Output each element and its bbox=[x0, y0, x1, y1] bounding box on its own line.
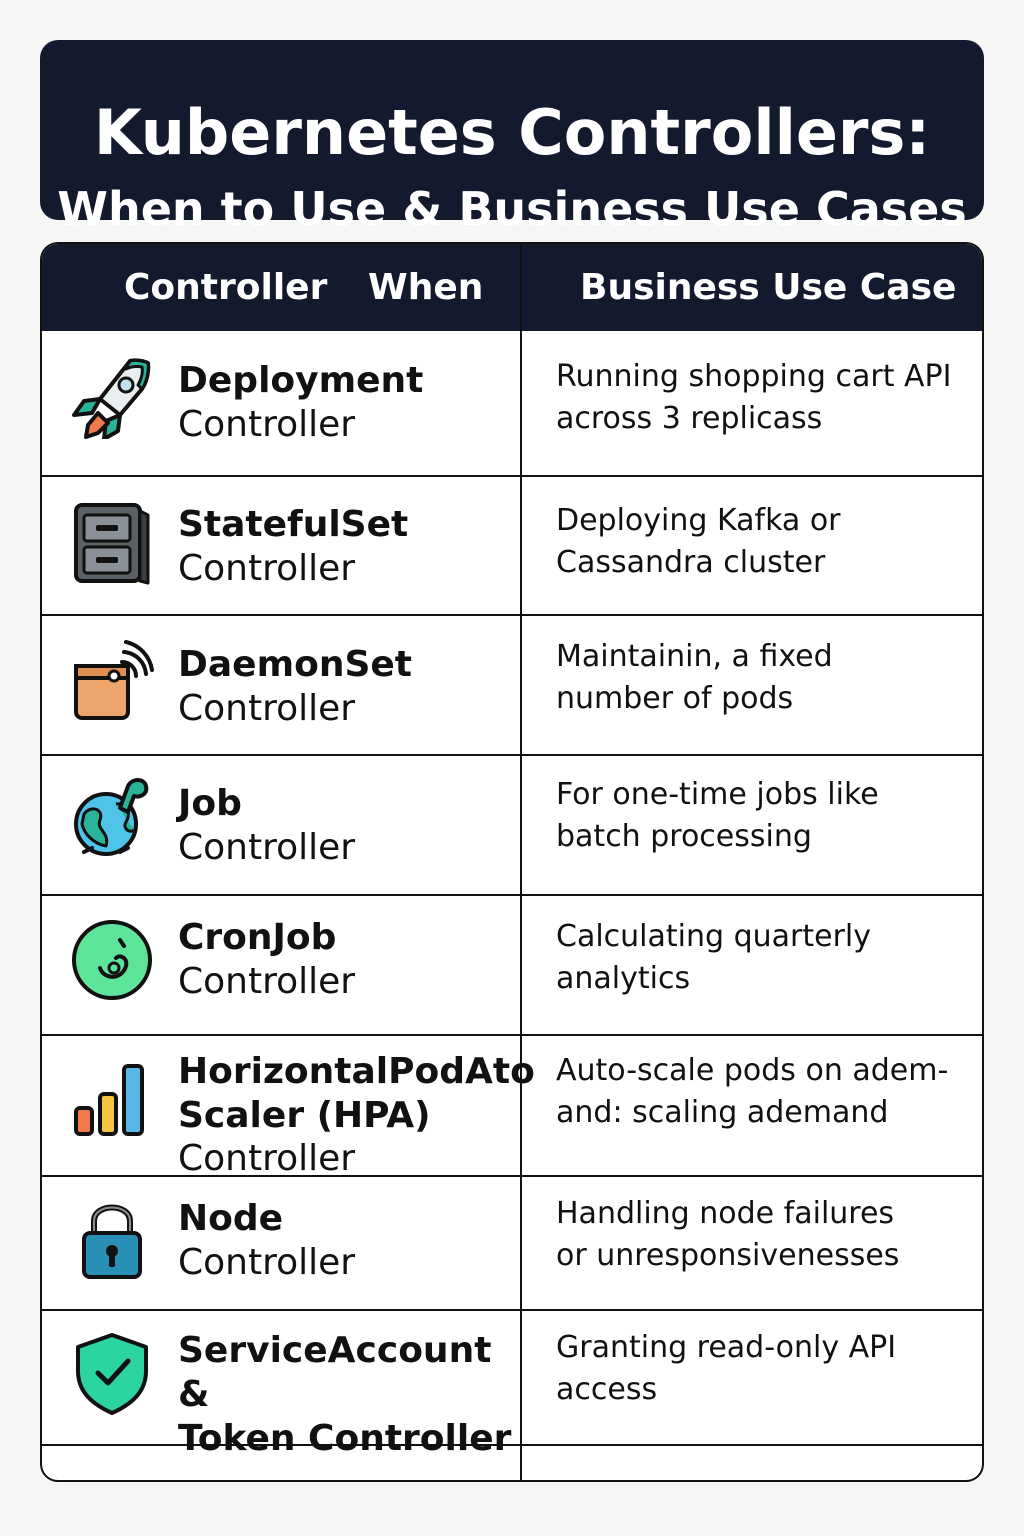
column-header-business-use-case: Business Use Case bbox=[580, 267, 957, 308]
controller-label: Controller bbox=[178, 961, 356, 1002]
controller-name: Node bbox=[178, 1198, 284, 1239]
controllers-table bbox=[40, 242, 984, 1482]
broadcast-box-icon bbox=[70, 638, 154, 722]
globe-icon bbox=[70, 774, 154, 858]
table-row bbox=[42, 1036, 982, 1179]
column-header-when: When bbox=[368, 267, 484, 308]
shield-check-icon bbox=[70, 1331, 154, 1415]
controller-name: DaemonSet bbox=[178, 644, 413, 685]
column-header-controller: Controller bbox=[124, 267, 328, 308]
table-row bbox=[42, 1311, 982, 1459]
business-use-case: Running shopping cart API across 3 replicass bbox=[556, 359, 952, 436]
title-banner bbox=[40, 40, 984, 236]
bar-chart-icon bbox=[70, 1058, 154, 1142]
table-row bbox=[42, 896, 982, 1034]
business-use-case: Granting read-only API access bbox=[556, 1330, 897, 1407]
page-title: Kubernetes Controllers: bbox=[93, 96, 931, 169]
business-use-case: Calculating quarterly analytics bbox=[556, 919, 871, 996]
controller-label: Controller bbox=[178, 827, 356, 868]
table-row bbox=[42, 477, 982, 614]
clock-face-icon bbox=[70, 918, 154, 1002]
table-row bbox=[42, 1177, 982, 1309]
padlock-icon bbox=[70, 1197, 154, 1281]
business-use-case: For one-time jobs like batch processing bbox=[556, 777, 879, 854]
controller-label: Controller bbox=[178, 404, 356, 445]
controller-name: HorizontalPodAto Scaler (HPA) bbox=[178, 1051, 535, 1136]
page-subtitle: When to Use & Business Use Cases bbox=[57, 182, 967, 236]
business-use-case: Deploying Kafka or Cassandra cluster bbox=[556, 503, 841, 580]
controller-label: Controller bbox=[178, 688, 356, 729]
controller-name: Deployment bbox=[178, 360, 424, 401]
table-header bbox=[42, 244, 982, 331]
controller-name: ServiceAccount & Token Controller bbox=[178, 1330, 512, 1459]
controller-name: CronJob bbox=[178, 917, 337, 958]
controller-label: Controller bbox=[178, 1138, 356, 1179]
controller-label: Controller bbox=[178, 1242, 356, 1283]
rocket-icon bbox=[70, 355, 154, 439]
business-use-case: Auto-scale pods on adem- and: scaling ademand bbox=[556, 1053, 949, 1130]
business-use-case: Maintainin, a fixed number of pods bbox=[556, 639, 833, 716]
controller-label: Controller bbox=[178, 548, 356, 589]
table-row bbox=[42, 616, 982, 754]
table-row bbox=[42, 331, 982, 475]
controller-name: StatefulSet bbox=[178, 504, 409, 545]
table-row bbox=[42, 756, 982, 894]
file-cabinet-icon bbox=[70, 501, 154, 585]
business-use-case: Handling node failures or unresponsivenesses bbox=[556, 1196, 900, 1273]
empty-row bbox=[42, 1446, 982, 1482]
controller-name: Job bbox=[178, 783, 242, 824]
